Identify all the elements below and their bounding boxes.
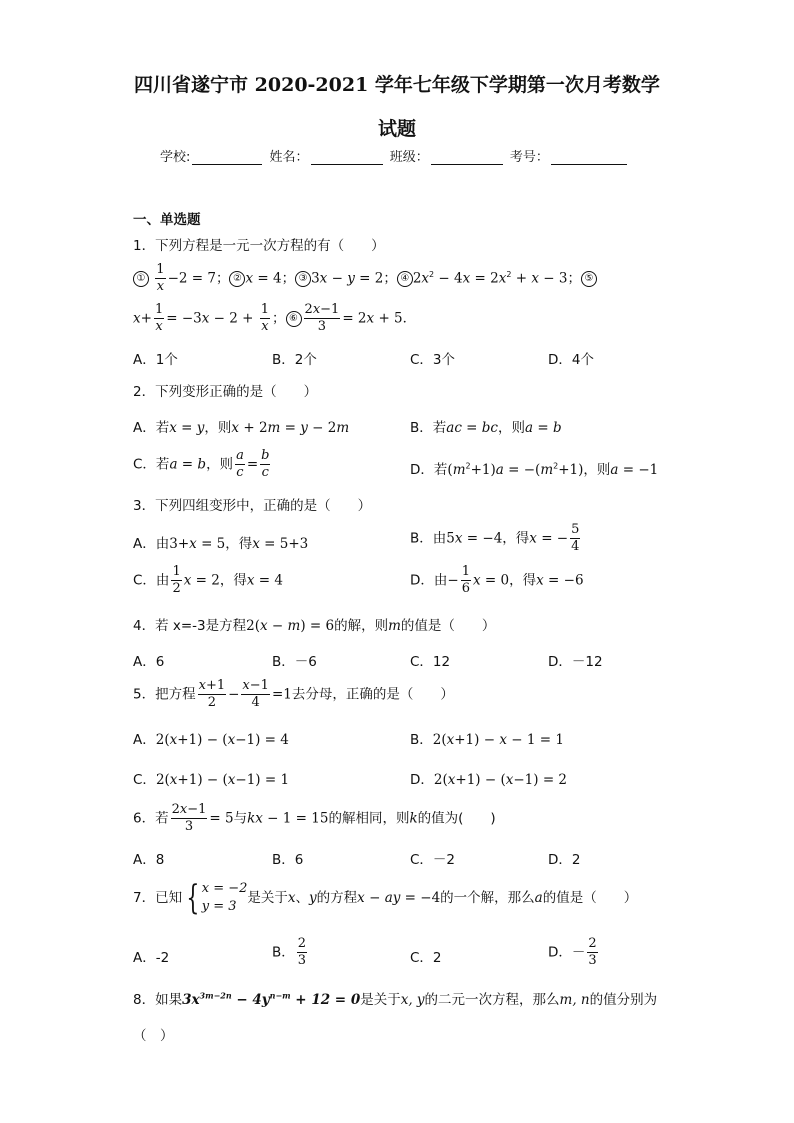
q1-option-a[interactable]: A．1个	[133, 352, 178, 368]
section-heading: 一、单选题	[133, 212, 201, 228]
name-label: 姓名：	[269, 150, 309, 165]
item-marker: ⑤	[581, 271, 597, 287]
q2-option-d-label: D．若	[410, 462, 448, 478]
q7-option-d[interactable]: D．－ $\frac{2}{3}$	[548, 936, 597, 968]
q6-option-d[interactable]: D．2	[548, 852, 581, 868]
q3-option-c-label: C．由	[133, 572, 170, 589]
q6-stem: 6．若 $\frac{2x-1}{3}$ = 5与kx − 1 = 15的解相同，则k的值为( )	[133, 802, 496, 834]
q3-option-c[interactable]: C．由 $\frac{1}{2}$ x = 2，得x = 4	[133, 564, 283, 596]
q3-suffix: ，得	[509, 572, 537, 589]
item-marker: ⑥	[286, 311, 302, 327]
q4-option-b[interactable]: B．－6	[272, 654, 317, 670]
q6-option-a[interactable]: A．8	[133, 852, 165, 868]
q8-stem-paren: （ ）	[133, 1028, 174, 1044]
q1-stem: 1．下列方程是一元一次方程的有（ ）	[133, 238, 385, 254]
q6-option-b[interactable]: B．6	[272, 852, 304, 868]
q3-option-d-label: D．由	[410, 572, 448, 589]
q4-option-d[interactable]: D．－12	[548, 654, 603, 670]
q1-option-c[interactable]: C．3个	[410, 352, 456, 368]
item-marker: ①	[133, 271, 149, 287]
q2-suffix: ，则	[583, 462, 611, 478]
q3-option-a-label: A．由	[133, 536, 170, 552]
q1-option-d[interactable]: D．4个	[548, 352, 594, 368]
q3-option-a[interactable]: A．由3+x = 5，得x = 5+3	[133, 536, 309, 552]
exam-number-label: 考号：	[509, 150, 549, 165]
q2-option-c[interactable]: C．若a = b，则 $\frac{a}{c}$ = $\frac{b}{c}$	[133, 448, 270, 480]
q2-suffix: ，则	[206, 456, 234, 473]
q3-suffix: ，得	[219, 572, 247, 589]
q5-option-b[interactable]: B．2(x+1) − x − 1 = 1	[410, 732, 564, 748]
class-blank[interactable]	[431, 150, 503, 165]
school-blank[interactable]	[192, 150, 262, 165]
student-info-fields	[160, 146, 630, 165]
exam-number-blank[interactable]	[551, 150, 627, 165]
q2-option-c-label: C．若	[133, 456, 170, 473]
q5-stem: 5．把方程 $\frac{x+1}{2}$ − $\frac{x-1}{4}$ =1去分母，正确的是（ ）	[133, 678, 454, 710]
q2-stem: 2．下列变形正确的是（ ）	[133, 384, 318, 400]
name-blank[interactable]	[311, 150, 383, 165]
q2-suffix: ，则	[497, 420, 525, 436]
title-line-1: 四川省遂宁市 2020-2021 学年七年级下学期第一次月考数学	[134, 74, 660, 96]
q2-option-a[interactable]: A．若x = y，则x + 2m = y − 2m	[133, 420, 350, 436]
q2-suffix: ，则	[204, 420, 232, 436]
q2-option-a-label: A．若	[133, 420, 170, 436]
q3-option-b[interactable]: B．由5x = −4，得x = − $\frac{5}{4}$	[410, 522, 580, 554]
q3-option-d[interactable]: D．由− $\frac{1}{6}$ x = 0，得x = −6	[410, 564, 584, 596]
q5-option-c[interactable]: C．2(x+1) − (x−1) = 1	[133, 772, 290, 788]
item-marker: ③	[295, 271, 311, 287]
q4-stem: 4．若 x=-3是方程2(x − m) = 6的解，则m的值是（ ）	[133, 618, 496, 634]
q6-option-c[interactable]: C．－2	[410, 852, 456, 868]
q1-equations-line2: x+ $\frac{1}{x}$ = −3x − 2 + $\frac{1}{x}$ ； ⑥ $\frac{2x-1}{3}$ = 2x + 5．	[133, 302, 417, 334]
q4-option-a[interactable]: A．6	[133, 654, 165, 670]
q3-suffix: ，得	[502, 530, 530, 547]
q4-option-c[interactable]: C．12	[410, 654, 451, 670]
q7-option-c[interactable]: C．2	[410, 950, 442, 966]
q2-option-b-label: B．若	[410, 420, 447, 436]
q7-option-a[interactable]: A．-2	[133, 950, 170, 966]
q7-stem: 7．已知 { x = −2 y = 3 是关于x、y的方程x − ay = −4的一个解，那么a的值是（ ）	[133, 878, 638, 918]
q2-option-b[interactable]: B．若ac = bc，则a = b	[410, 420, 562, 436]
q2-option-d[interactable]: D．若$(m^2+1)a = -(m^2+1)$，则a = −1	[410, 461, 659, 478]
q5-option-a[interactable]: A．2(x+1) − (x−1) = 4	[133, 732, 289, 748]
class-label: 班级：	[389, 150, 429, 165]
q5-option-d[interactable]: D．2(x+1) − (x−1) = 2	[410, 772, 568, 788]
q3-stem: 3．下列四组变形中，正确的是（ ）	[133, 498, 372, 514]
q1-equations-line1: ① $\frac{1}{x}$ −2 = 7； ② x = 4； ③ 3x − y = 2； ④ $2x^2 - 4x = 2x^2 + x - 3$； ⑤	[133, 262, 597, 295]
q1-option-b[interactable]: B．2个	[272, 352, 317, 368]
item-marker: ②	[229, 271, 245, 287]
q8-stem: 8．如果$3x^{3m-2n} - 4y^{n-m} + 12 = 0$是关于x, y的二元一次方程，那么m, n的值分别为	[133, 990, 658, 1008]
title-line-2: 试题	[377, 118, 416, 140]
item-marker: ④	[397, 271, 413, 287]
q7-option-b[interactable]: B． $\frac{2}{3}$	[272, 936, 307, 968]
q3-option-b-label: B．由	[410, 530, 447, 547]
school-label: 学校:	[160, 150, 191, 165]
q3-suffix: ，得	[225, 536, 253, 552]
